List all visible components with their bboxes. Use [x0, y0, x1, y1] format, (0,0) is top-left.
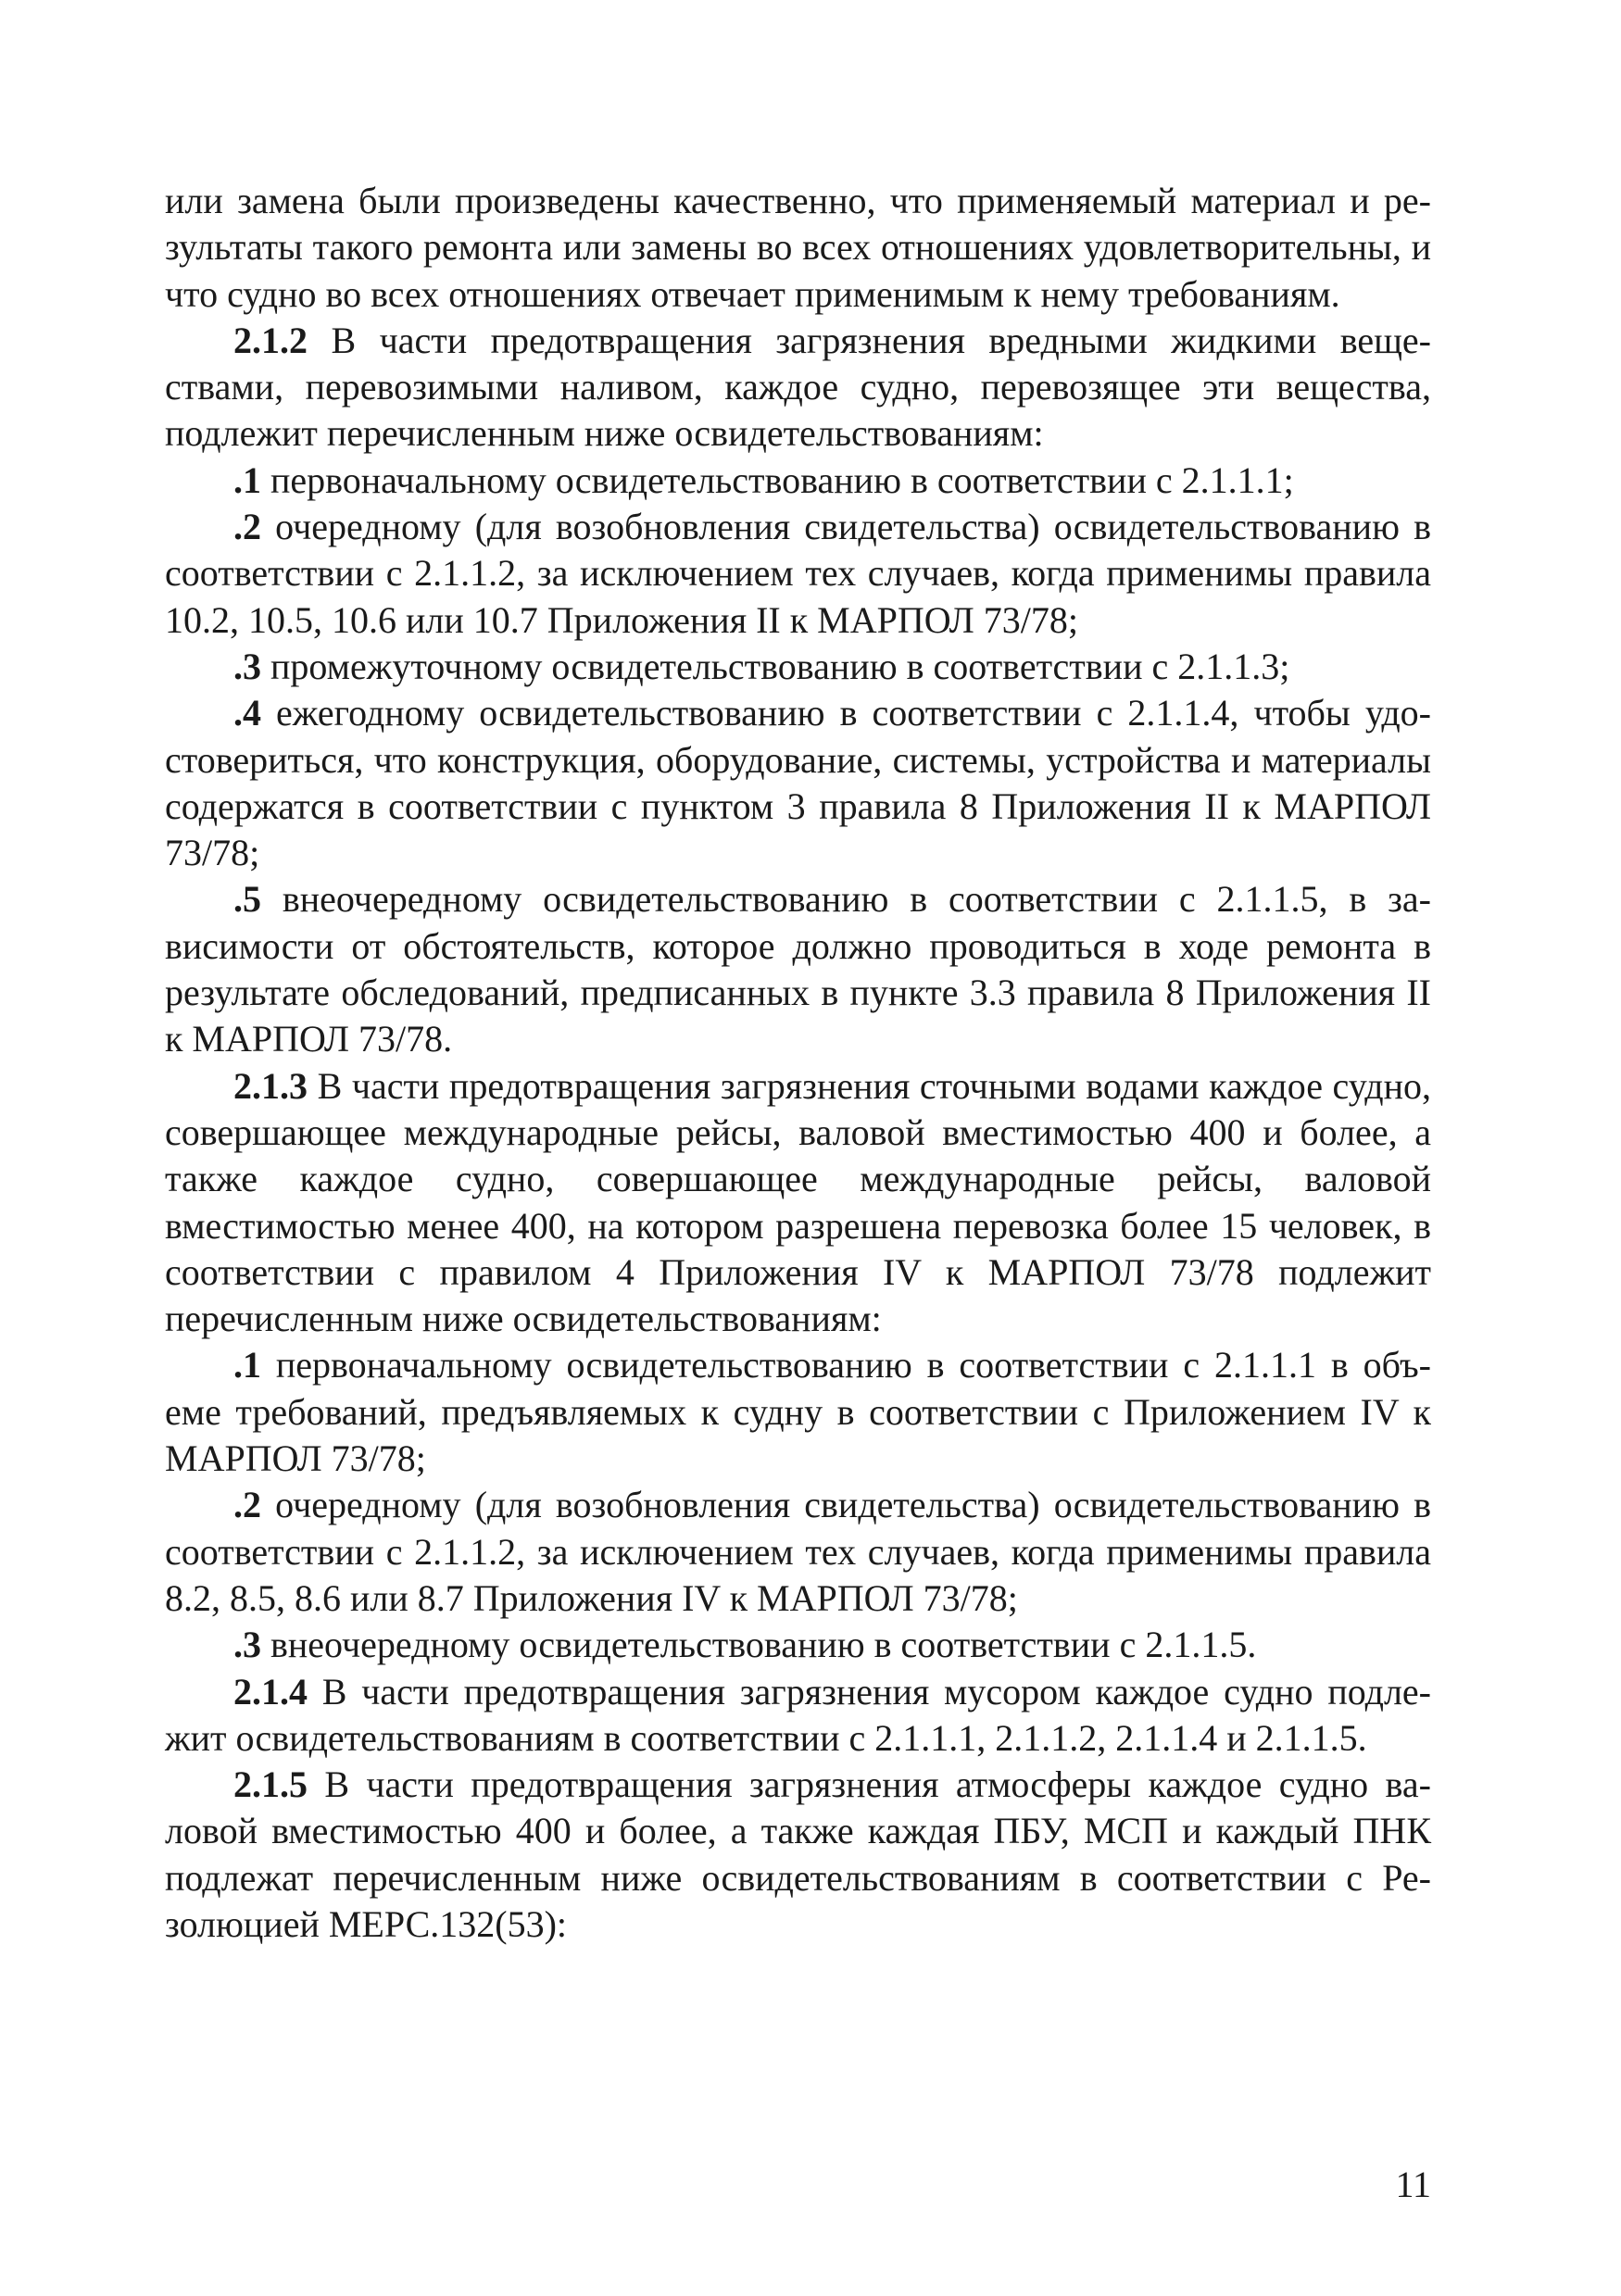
item-number: .1	[233, 458, 261, 501]
paragraph-text: В части предотвращения загрязнения вредными жидкими веществами, перевозимыми наливом, каждое судно, перевозящее эти вещества, подлежит перечисленным ниже освидетельствованиям:	[165, 319, 1431, 455]
item-number: .4	[233, 692, 261, 734]
item-number: .5	[233, 878, 261, 921]
list-item	[165, 504, 1431, 644]
clause-number: 2.1.4	[233, 1670, 308, 1713]
paragraph-text: внеочередному освидетельствованию в соответствии с 2.1.1.5.	[261, 1624, 1257, 1666]
paragraph-text: очередному (для возобновления свидетельства) освидетельствованию в соответствии с 2.1.1.2, за исключением тех случаев, когда применимы правила 8.2, 8.5, 8.6 или 8.7 Приложения IV к МАРПОЛ 73/78;	[165, 1484, 1431, 1619]
paragraph	[165, 318, 1431, 458]
list-item	[165, 1622, 1431, 1668]
paragraph-text: или замена были произведены качественно, что применяемый материал и результаты такого ремонта или замены во всех отношениях удовлетворительны, и что судно во всех отношениях отвечает применимым к нему требованиям.	[165, 180, 1431, 315]
list-item	[165, 644, 1431, 690]
list-item	[165, 1342, 1431, 1482]
item-number: .1	[233, 1344, 261, 1386]
page-number: 11	[1395, 2164, 1431, 2205]
list-item	[165, 458, 1431, 504]
item-number: .2	[233, 506, 261, 548]
list-item	[165, 1482, 1431, 1622]
item-number: .3	[233, 1624, 261, 1666]
paragraph-text: В части предотвращения загрязнения сточными водами каждое судно, совершающее международные рейсы, валовой вместимостью 400 и более, а также каждое судно, совершающее международные рейсы, валовой вместимостью менее 400, на котором разрешена перевозка более 15 человек, в соответствии с правилом 4 Приложения IV к МАРПОЛ 73/78 подлежит перечисленным ниже освидетельствованиям:	[165, 1064, 1431, 1340]
paragraph-text: промежуточному освидетельствованию в соответствии с 2.1.1.3;	[261, 645, 1290, 687]
paragraph-text: В части предотвращения загрязнения атмосферы каждое судно валовой вместимостью 400 и более, а также каждая ПБУ, МСП и каждый ПНК подлежат перечисленным ниже освидетельствованиям в соответствии с Резолюцией МЕРС.132(53):	[165, 1763, 1431, 1945]
clause-number: 2.1.5	[233, 1763, 308, 1806]
paragraph	[165, 1762, 1431, 1948]
clause-number: 2.1.2	[233, 319, 308, 361]
paragraph	[165, 178, 1431, 318]
paragraph	[165, 1063, 1431, 1343]
clause-number: 2.1.3	[233, 1064, 308, 1107]
paragraph-text: внеочередному освидетельствованию в соответствии с 2.1.1.5, в зависимости от обстоятельств, которое должно проводиться в ходе ремонта в результате обследований, предписанных в пункте 3.3 правила 8 Приложения II к МАРПОЛ 73/78.	[165, 878, 1431, 1060]
page-body	[165, 178, 1431, 1948]
item-number: .3	[233, 645, 261, 687]
list-item	[165, 690, 1431, 876]
item-number: .2	[233, 1484, 261, 1526]
paragraph-text: В части предотвращения загрязнения мусором каждое судно подлежит освидетельствованиям в соответствии с 2.1.1.1, 2.1.1.2, 2.1.1.4 и 2.1.1.5.	[165, 1670, 1431, 1759]
paragraph-text: очередному (для возобновления свидетельства) освидетельствованию в соответствии с 2.1.1.2, за исключением тех случаев, когда применимы правила 10.2, 10.5, 10.6 или 10.7 Приложения II к МАРПОЛ 73/78;	[165, 506, 1431, 641]
paragraph-text: первоначальному освидетельствованию в соответствии с 2.1.1.1 в объеме требований, предъявляемых к судну в соответствии с Приложением IV к МАРПОЛ 73/78;	[165, 1344, 1431, 1480]
paragraph-text: первоначальному освидетельствованию в соответствии с 2.1.1.1;	[261, 458, 1294, 501]
paragraph	[165, 1669, 1431, 1763]
list-item	[165, 876, 1431, 1062]
paragraph-text: ежегодному освидетельствованию в соответствии с 2.1.1.4, чтобы удостовериться, что конструкция, оборудование, системы, устройства и материалы содержатся в соответствии с пунктом 3 правила 8 Приложения II к МАРПОЛ 73/78;	[165, 692, 1431, 874]
